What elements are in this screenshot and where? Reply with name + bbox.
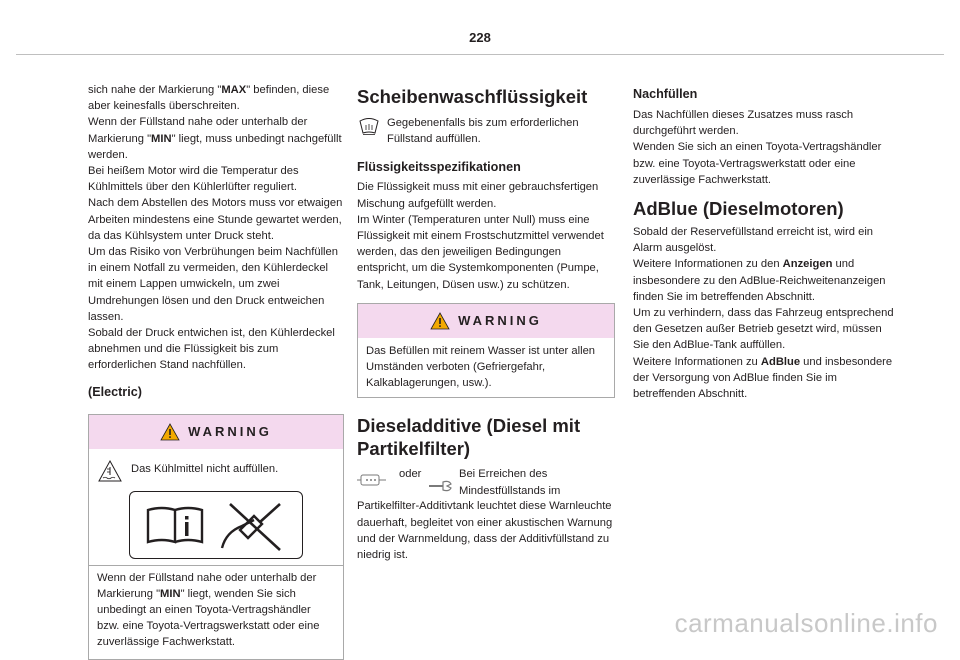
warning-triangle-icon — [160, 423, 180, 441]
warning-text: Wenn der Füllstand nahe oder unterhalb der Markierung "MIN" liegt, wenden Sie sich unbedingt an einen Toyota-Vertragshändler bzw. eine Toyota-Vertragswerkstatt oder eine zuverlässige Fachwerkstatt. — [97, 571, 320, 649]
coolant-icon — [97, 459, 123, 485]
paragraph: Um das Risiko von Verbrühungen beim Nachfüllen in einem Notfall zu vermeiden, den Kühlerdeckel mit einem Lappen umwickeln, um zwei Umdrehungen lösen und den Druck entweichen lassen. — [88, 246, 338, 323]
diesel-additive-heading: Dieseladditive (Diesel mit Partikelfilter) — [357, 415, 581, 460]
paragraph: Weitere Informationen zu AdBlue und insbesondere der Versorgung von AdBlue finden Sie im betreffenden Abschnitt. — [633, 355, 893, 401]
paragraph: Um zu verhindern, dass das Fahrzeug entsprechend den Gesetzen außer Betrieb gesetzt wird, müssen Sie den AdBlue-Tank auffüllen. — [633, 307, 894, 352]
service-wrench-icon — [427, 478, 453, 494]
paragraph: Im Winter (Temperaturen unter Null) muss eine Flüssigkeit mit einem Frostschutzmittel verwendet werden, das den jeweiligen Bedingungen entspricht, um die Systemkomponenten (Pumpe, Tank, Leitungen, Düsen usw.) zu schützen. — [357, 213, 604, 291]
warning-label: WARNING — [188, 424, 272, 440]
windscreen-washer-icon — [357, 115, 381, 137]
column-2 — [357, 82, 615, 563]
electric-subheading: (Electric) — [88, 384, 142, 399]
refill-text — [633, 107, 895, 188]
manual-and-no-pump-icon — [130, 492, 302, 558]
adblue-text — [633, 224, 895, 402]
indicator-text: Bei Erreichen des Mindestfüllstands im — [459, 468, 561, 497]
paragraph: Bei heißem Motor wird die Temperatur des Kühlmittels über den Kühlerlüfter reguliert. — [88, 165, 299, 194]
paragraph: Nach dem Abstellen des Motors muss vor etwaigen Arbeiten mindestens eine Stunde gewartet werden, da das Kühlsystem unter Druck steht. — [88, 197, 343, 242]
page-number: 228 — [469, 30, 491, 45]
paragraph: Das Nachfüllen dieses Zusatzes muss rasch durchgeführt werden. — [633, 109, 854, 138]
washer-note-text: Gegebenenfalls bis zum erforderlichen Füllstand auffüllen. — [387, 117, 579, 146]
watermark: carmanualsonline.info — [674, 608, 938, 638]
indicator-row — [357, 466, 615, 496]
paragraph: Sobald der Reservefüllstand erreicht ist, wird ein Alarm ausgelöst. — [633, 226, 874, 255]
paragraph: Die Flüssigkeit muss mit einer gebrauchsfertigen Mischung aufgefüllt werden. — [357, 181, 599, 210]
or-label: oder — [399, 468, 422, 481]
refill-subheading: Nachfüllen — [633, 87, 698, 101]
warning-header — [89, 415, 343, 449]
column-3 — [633, 82, 895, 402]
warning-header — [358, 304, 614, 338]
column-1 — [88, 82, 344, 660]
fuel-filter-warning-icon — [357, 470, 387, 490]
warning-box — [357, 303, 615, 399]
paragraph: Weitere Informationen zu den Anzeigen und insbesondere zu den AdBlue-Reichweitenanzeigen finden Sie im betreffenden Abschnitt. — [633, 258, 886, 303]
coolant-text — [88, 82, 344, 374]
warning-label: WARNING — [458, 313, 542, 329]
warning-note — [89, 449, 343, 485]
diesel-additive-text: Partikelfilter-Additivtank leuchtet diese Warnleuchte dauerhaft, begleitet von einer akustischen Warnung und der Warnmeldung, dass der Additivfüllstand zu niedrig ist. — [357, 500, 613, 562]
warning-note-text: Das Kühlmittel nicht auffüllen. — [131, 462, 279, 475]
fluid-spec-text — [357, 179, 615, 292]
warning-box — [88, 414, 344, 660]
paragraph: Wenn der Füllstand nahe oder unterhalb der Markierung "MIN" liegt, muss unbedingt nachgefüllt werden. — [88, 116, 342, 161]
washer-fluid-heading: Scheibenwaschflüssigkeit — [357, 86, 588, 107]
warning-text: Das Befüllen mit reinem Wasser ist unter allen Umständen verboten (Gefriergefahr, Kalkablagerungen, usw.). — [366, 344, 596, 390]
paragraph: sich nahe der Markierung "MAX" befinden, diese aber keinesfalls überschreiten. — [88, 84, 330, 113]
paragraph: Sobald der Druck entwichen ist, den Kühlerdeckel abnehmen und die Flüssigkeit bis zum erforderlichen Stand nachfüllen. — [88, 327, 335, 372]
paragraph: Wenden Sie sich an einen Toyota-Vertragshändler bzw. eine Toyota-Vertragswerkstatt oder eine zuverlässige Fachwerkstatt. — [633, 141, 882, 186]
pictogram-frame — [129, 491, 303, 559]
adblue-heading: AdBlue (Dieselmotoren) — [633, 198, 844, 220]
fluid-spec-subheading: Flüssigkeitsspezifikationen — [357, 160, 521, 175]
washer-note — [357, 115, 615, 147]
warning-triangle-icon — [430, 312, 450, 330]
header-divider — [16, 54, 944, 55]
